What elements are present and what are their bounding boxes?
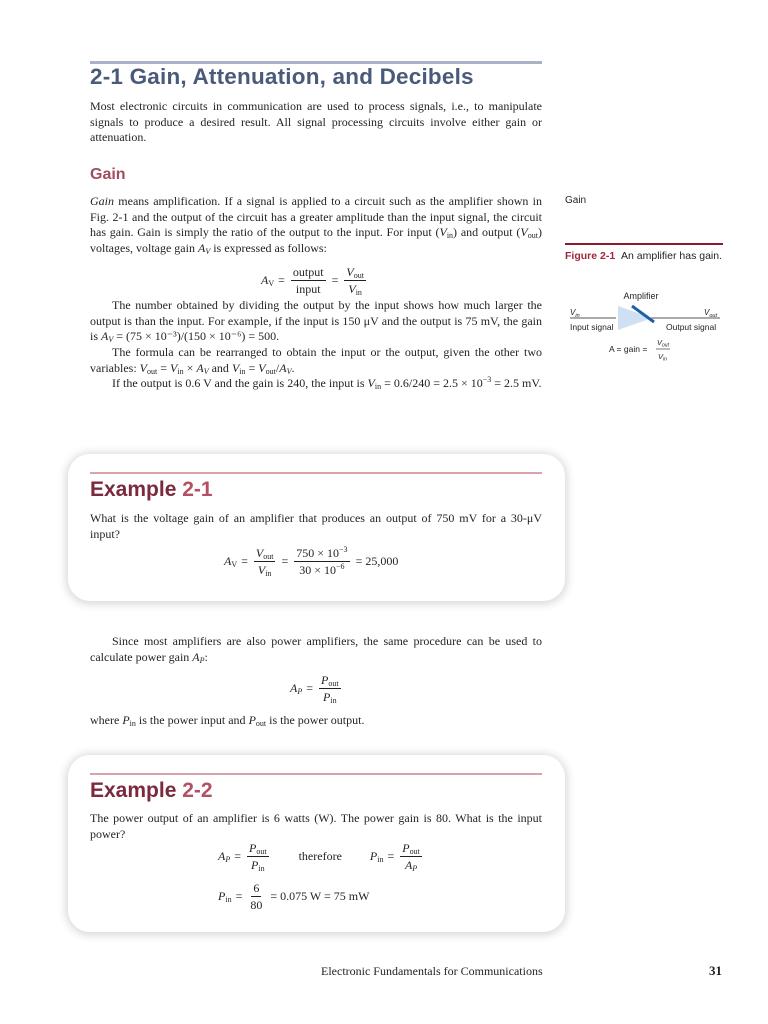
example-2-1-box [68, 454, 565, 601]
gain-term: Gain [90, 194, 114, 208]
output-signal-label: Output signal [666, 322, 717, 332]
gain-paragraph-2: The number obtained by dividing the output by the input shows how much larger the output is than the input. For example, if the input is 150 μV and the output is 75 mV, the gain is $A_V = (75 \times 10^{-3})/(150 \times 10^{-6}) = 500$. [90, 298, 542, 345]
figure-caption [565, 250, 723, 263]
figure-rule [565, 243, 723, 245]
example-2-2-therefore: therefore [298, 849, 342, 863]
power-p2-a: where [90, 713, 123, 727]
gain-p4-end: = 2.5 mV. [491, 376, 542, 390]
gain-p3-times: × [183, 360, 197, 375]
example-2-2-equation-2: $P_{in}$ = $\frac{6}{80}$ = 0.075 W = 75 mW [218, 881, 370, 912]
example-2-1-den-exp: −6 [336, 562, 345, 571]
example-2-1-rule [90, 472, 542, 474]
example-2-2-title [90, 779, 213, 803]
power-paragraph-1 [90, 634, 542, 665]
voltage-gain-equation: $A_V$ = $\frac{\text{output}}{\text{input}}$ = $\frac{V_{out}}{V_{in}}$ [261, 265, 364, 297]
example-2-2-question: The power output of an amplifier is 6 watts (W). The power gain is 80. What is the input power? [90, 811, 542, 841]
power-p1-end: : [204, 649, 208, 664]
gain-paragraph-1: Gain means amplification. If a signal is applied to a circuit such as the amplifier shown in Fig. 2-1 and the output of the circuit has a greater amplitude than the input signal, the circuit has gain. Gain is simply the ratio of the output to the input. For input $(V_{in})$ and output $(V_{out})$ voltages, voltage gain $A_V$ is expressed as follows: [90, 194, 542, 256]
example-2-1-num: 750 × 10 [296, 546, 340, 560]
eq1-lhs: A [261, 273, 269, 287]
power-p1-sym: A [192, 649, 200, 664]
example-2-2-num: 6 [253, 881, 260, 895]
eq1-num-sym: V [346, 265, 354, 279]
footer-book-title: Electronic Fundamentals for Communications [321, 964, 543, 978]
eq1-den-sub: in [355, 288, 362, 297]
example-2-2-result: = 0.075 W = 75 mW [270, 889, 370, 903]
gain-formula-label: A = gain = [609, 344, 648, 354]
margin-term-gain: Gain [565, 195, 587, 206]
example-2-2-number: 2-2 [182, 779, 213, 802]
input-signal-label: Input signal [570, 322, 614, 332]
gain-p4-exp: −3 [482, 375, 492, 384]
example-2-1-den: 30 × 10 [299, 563, 337, 577]
power-paragraph-2: where $P_{in}$ is the power input and $P_{out}$ is the power output. [90, 713, 365, 728]
example-2-1-word: Example [90, 478, 177, 501]
example-2-1-num-exp: −3 [339, 545, 348, 554]
example-2-1-number: 2-1 [182, 478, 213, 501]
section-number: 2-1 [90, 64, 124, 89]
power-p1-sub: P [199, 655, 205, 665]
figure-caption-text: An amplifier has gain. [621, 250, 723, 262]
section-title-text: Gain, Attenuation, and Decibels [129, 64, 474, 89]
gain-p2-expr: = (75 × 10⁻³)/(150 × 10⁻⁶) = 500. [113, 329, 280, 344]
gain-p1-text-b: ) and output ( [453, 225, 521, 240]
gain-paragraph-4: If the output is 0.6 V and the gain is 240, the input is $V_{in} = 0.6/240 = 2.5 \times 10^{-3} = 2.5$ mV. [112, 375, 542, 391]
example-2-1-equation: $A_V$ = $\frac{V_{out}}{V_{in}}$ = $\frac{750 \times 10^{-3}}{30 \times 10^{-6}}$ = 25,000 [224, 545, 399, 578]
eq1-den-sym: V [348, 282, 356, 296]
vout-label: $V_{out}$ [704, 308, 717, 319]
gain-p1-text-d: is expressed as follows: [210, 240, 327, 255]
power-gain-equation: $A_P$ = $\frac{P_{out}}{P_{in}}$ [290, 673, 339, 705]
amplifier-label: Amplifier [623, 291, 659, 301]
intro-paragraph: Most electronic circuits in communication are used to process signals, i.e., to manipulate signals to produce a desired result. All signal processing circuits involve either gain or attenuation. [90, 99, 542, 145]
page-number: 31 [709, 963, 722, 978]
example-2-2-den: 80 [250, 898, 263, 912]
gain-p2-text: The number obtained by dividing the output by the input shows how much larger the output is than the input. For example, if the input is 150 μV and the output is 75 mV, the gain is [90, 298, 542, 344]
eq1-den-word: input [295, 282, 321, 296]
gain-p4-expr: = 0.6/240 = 2.5 × 10 [381, 376, 483, 390]
gain-paragraph-3: The formula can be rearranged to obtain the input or the output, given the other two variables: $V_{out} = V_{in} \times A_V$ and $V_{in} = V_{out}/A_V$. [90, 345, 542, 376]
example-2-1-result: = 25,000 [355, 554, 399, 568]
gain-p3-text: The formula can be rearranged to obtain the input or the output, given the other two variables: [90, 345, 542, 375]
gain-p1-text-a: means amplification. If a signal is applied to a circuit such as the amplifier shown in Fig. 2-1 and the output of the circuit has a greater amplitude than the input signal, the circuit has gain. Gain is simply the ratio of the output to the input. For input ( [90, 194, 542, 240]
figure-label: Figure 2-1 [565, 250, 616, 262]
example-2-1-question: What is the voltage gain of an amplifier that produces an output of 750 mV for a 30-μV input? [90, 511, 542, 541]
gain-formula-den: $V_{in}$ [658, 352, 667, 363]
example-2-2-word: Example [90, 779, 177, 802]
example-2-2-box [68, 755, 565, 932]
eq1-num-word: output [292, 265, 324, 279]
gain-p3-and: and [208, 360, 232, 375]
example-2-1-title [90, 478, 213, 502]
power-p1-text: Since most amplifiers are also power amplifiers, the same procedure can be used to calculate power gain [90, 634, 542, 664]
vin-label: $V_{in}$ [570, 308, 580, 319]
example-2-2-equation-1: $A_P$ = $\frac{P_{out}}{P_{in}}$ therefore $P_{in}$ = $\frac{P_{out}}{A_P}$ [218, 841, 420, 873]
gain-subheading: Gain [90, 166, 126, 183]
power-p2-b: is the power input and [135, 713, 249, 727]
section-title [90, 64, 474, 90]
power-p2-c: is the power output. [266, 713, 365, 727]
amplifier-diagram [560, 282, 760, 372]
gain-p1-text-c: ) voltages, voltage gain [90, 225, 542, 255]
example-2-2-rule [90, 773, 542, 775]
eq1-lhs-sub: V [268, 279, 275, 288]
gain-formula-num: $V_{out}$ [657, 338, 669, 349]
gain-p4-text: If the output is 0.6 V and the gain is 240, the input is [112, 376, 368, 390]
eq1-num-sub: out [353, 271, 364, 280]
